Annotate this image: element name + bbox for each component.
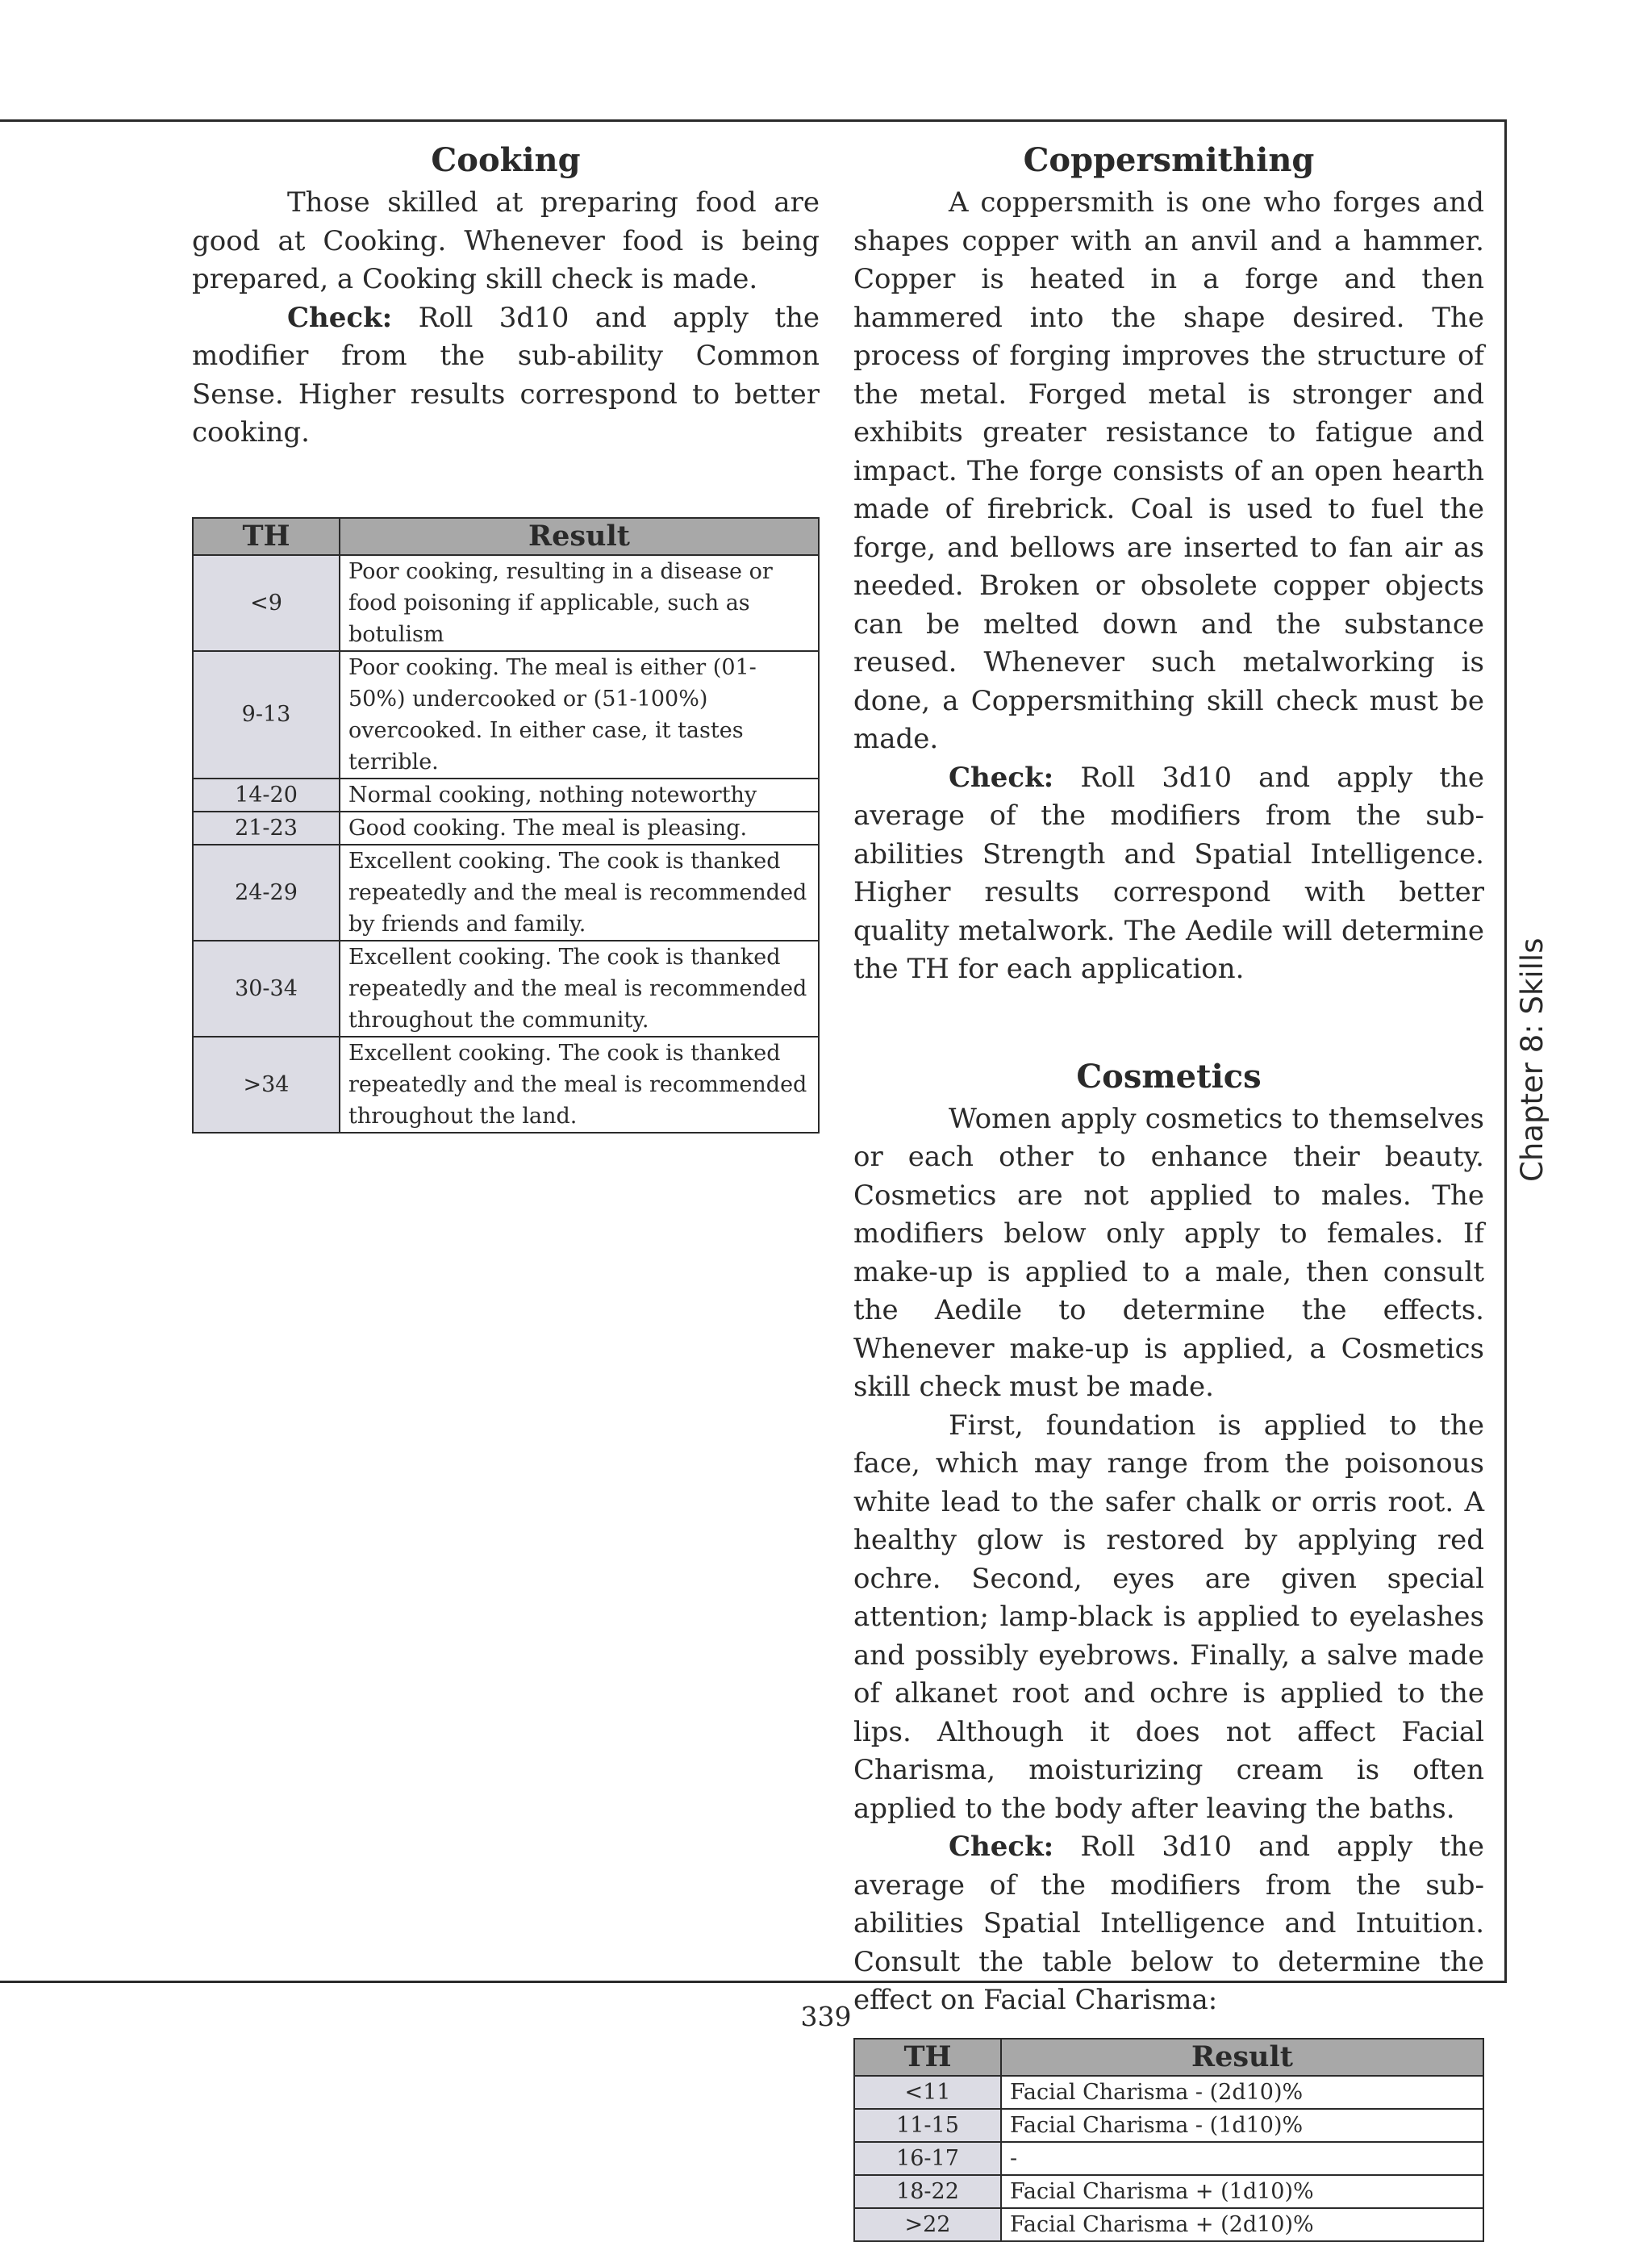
th-cell: >22 [854, 2208, 1001, 2241]
result-cell: Facial Charisma + (2d10)% [1001, 2208, 1483, 2241]
cooking-table-header-th: TH [193, 518, 340, 555]
page-frame-right [1504, 119, 1507, 1983]
result-cell: Normal cooking, nothing noteworthy [340, 779, 819, 812]
cosmetics-title: Cosmetics [1076, 1057, 1262, 1096]
cosmetics-intro: Women apply cosmetics to themselves or each other to enhance their beauty. Cosmetics are not applied to males. The modifiers below only apply to females. If make-up is applied to a male, then consult the Aedile to determine the effects. Whenever make-up is applied, a Cosmetics skill check must be made. [853, 1102, 1484, 1403]
result-cell: Facial Charisma + (1d10)% [1001, 2175, 1483, 2208]
coppersmithing-check [853, 759, 1484, 989]
cosmetics-table-header-th: TH [854, 2039, 1001, 2076]
table-row [193, 941, 819, 1037]
th-cell: 11-15 [854, 2109, 1001, 2142]
th-cell: 30-34 [193, 941, 340, 1037]
table-row [193, 812, 819, 845]
cooking-table [192, 517, 820, 1134]
cosmetics-foundation: First, foundation is applied to the face, which may range from the poisonous white lead to the safer chalk or orris root. A healthy glow is restored by applying red ochre. Second, eyes are given special attention; lamp-black is applied to eyelashes and possibly eyebrows. Finally, a salve made of alkanet root and ochre is applied to the lips. Although it does not affect Facial Charisma, moisturizing cream is often applied to the body after leaving the baths. [853, 1409, 1484, 1825]
cooking-section [192, 137, 820, 1134]
cooking-table-header-result: Result [340, 518, 819, 555]
table-row [854, 2175, 1483, 2208]
cooking-check [192, 299, 820, 453]
result-cell: Facial Charisma - (1d10)% [1001, 2109, 1483, 2142]
cosmetics-table-header [854, 2039, 1483, 2076]
th-cell: <9 [193, 555, 340, 651]
th-cell: 24-29 [193, 845, 340, 941]
table-row [854, 2208, 1483, 2241]
th-cell: 14-20 [193, 779, 340, 812]
left-column [192, 137, 820, 1134]
cosmetics-check-label: Check: [949, 1831, 1054, 1863]
table-row [193, 779, 819, 812]
th-cell: 21-23 [193, 812, 340, 845]
section-spacer [853, 989, 1484, 1054]
result-cell: Facial Charisma - (2d10)% [1001, 2076, 1483, 2109]
th-cell: 9-13 [193, 651, 340, 779]
right-column [853, 137, 1484, 2242]
page-frame-top [0, 119, 1507, 122]
result-cell: Poor cooking, resulting in a disease or food poisoning if applicable, such as botulism [340, 555, 819, 651]
page-number: 339 [800, 2001, 852, 2032]
cosmetics-check-text: Roll 3d10 and apply the average of the modifiers from the sub-abilities Spatial Intelligence and Intuition. Consult the table below to determine the effect on Facial Charisma: [853, 1831, 1484, 2016]
th-cell: 18-22 [854, 2175, 1001, 2208]
table-row [854, 2142, 1483, 2175]
result-cell: Excellent cooking. The cook is thanked repeatedly and the meal is recommended by friends and family. [340, 845, 819, 941]
table-row [854, 2076, 1483, 2109]
coppersmithing-intro: A coppersmith is one who forges and shapes copper with an anvil and a hammer. Copper is heated in a forge and then hammered into the shape desired. The process of forging improves the structure of the metal. Forged metal is stronger and exhibits greater resistance to fatigue and impact. The forge consists of an open hearth made of firebrick. Coal is used to fuel the forge, and bellows are inserted to fan air as needed. Broken or obsolete copper objects can be melted down and the substance reused. Whenever such metalworking is done, a Coppersmithing skill check must be made. [853, 186, 1484, 755]
result-cell: - [1001, 2142, 1483, 2175]
th-cell: >34 [193, 1037, 340, 1133]
result-cell: Poor cooking. The meal is either (01-50%) undercooked or (51-100%) overcooked. In either case, it tastes terrible. [340, 651, 819, 779]
chapter-label: Chapter 8: Skills [1515, 937, 1550, 1182]
cooking-table-header [193, 518, 819, 555]
table-row [854, 2109, 1483, 2142]
table-row [193, 845, 819, 941]
result-cell: Excellent cooking. The cook is thanked repeatedly and the meal is recommended throughout the land. [340, 1037, 819, 1133]
cosmetics-table [853, 2038, 1484, 2242]
coppersmithing-section [853, 137, 1484, 989]
cooking-title: Cooking [431, 141, 581, 179]
th-cell: <11 [854, 2076, 1001, 2109]
table-row [193, 555, 819, 651]
cooking-check-label: Check: [287, 301, 393, 334]
cooking-intro: Those skilled at preparing food are good at Cooking. Whenever food is being prepared, a Cooking skill check is made. [192, 186, 820, 295]
table-row [193, 1037, 819, 1133]
table-row [193, 651, 819, 779]
coppersmithing-check-text: Roll 3d10 and apply the average of the modifiers from the sub-abilities Strength and Spatial Intelligence. Higher results correspond with better quality metalwork. The Aedile will determine the TH for each application. [853, 761, 1484, 985]
cosmetics-check [853, 1828, 1484, 2020]
result-cell: Excellent cooking. The cook is thanked repeatedly and the meal is recommended throughout the community. [340, 941, 819, 1037]
cosmetics-table-header-result: Result [1001, 2039, 1483, 2076]
th-cell: 16-17 [854, 2142, 1001, 2175]
cosmetics-section [853, 1054, 1484, 2242]
result-cell: Good cooking. The meal is pleasing. [340, 812, 819, 845]
coppersmithing-title: Coppersmithing [1023, 141, 1315, 179]
cooking-check-text: Roll 3d10 and apply the modifier from the sub-ability Common Sense. Higher results correspond to better cooking. [192, 301, 820, 449]
coppersmithing-check-label: Check: [949, 761, 1054, 794]
